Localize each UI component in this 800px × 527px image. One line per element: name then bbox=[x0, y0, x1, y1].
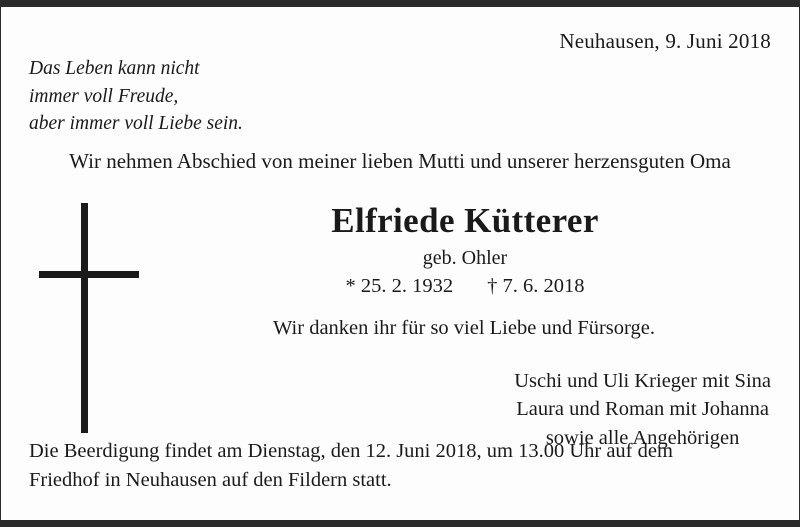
life-dates bbox=[151, 275, 779, 298]
cross-vertical-bar bbox=[81, 203, 88, 433]
obituary-inner bbox=[1, 7, 799, 520]
cross-icon bbox=[39, 203, 139, 433]
birth-date: * 25. 2. 1932 bbox=[345, 275, 454, 298]
funeral-line-1: Die Beerdigung findet am Dienstag, den 12. Juni 2018, um 13.00 Uhr auf dem bbox=[29, 440, 673, 463]
family-line-2: Laura und Roman mit Johanna bbox=[516, 398, 769, 421]
verse-line-2: immer voll Freude, bbox=[29, 85, 179, 107]
verse-line-1: Das Leben kann nicht bbox=[29, 58, 200, 79]
family-line-3: sowie alle Angehörigen bbox=[545, 426, 740, 449]
farewell-text: Wir nehmen Abschied von meiner lieben Mutti und unserer herzensguten Oma bbox=[69, 149, 731, 173]
cross-horizontal-bar bbox=[39, 271, 139, 278]
funeral-details bbox=[29, 437, 777, 494]
thanks-text: Wir danken ihr für so viel Liebe und Fürsorge. bbox=[273, 317, 655, 339]
death-date: † 7. 6. 2018 bbox=[487, 275, 585, 298]
deceased-block bbox=[151, 201, 779, 298]
funeral-line-2: Friedhof in Neuhausen auf den Fildern statt. bbox=[29, 468, 392, 491]
memorial-verse bbox=[29, 55, 243, 138]
family-line-1: Uschi und Uli Krieger mit Sina bbox=[514, 370, 771, 392]
verse-line-3: aber immer voll Liebe sein. bbox=[29, 113, 243, 135]
deceased-name: Elfriede Kütterer bbox=[331, 201, 599, 240]
place-and-date: Neuhausen, 9. Juni 2018 bbox=[559, 29, 771, 53]
maiden-name: geb. Ohler bbox=[422, 247, 508, 270]
